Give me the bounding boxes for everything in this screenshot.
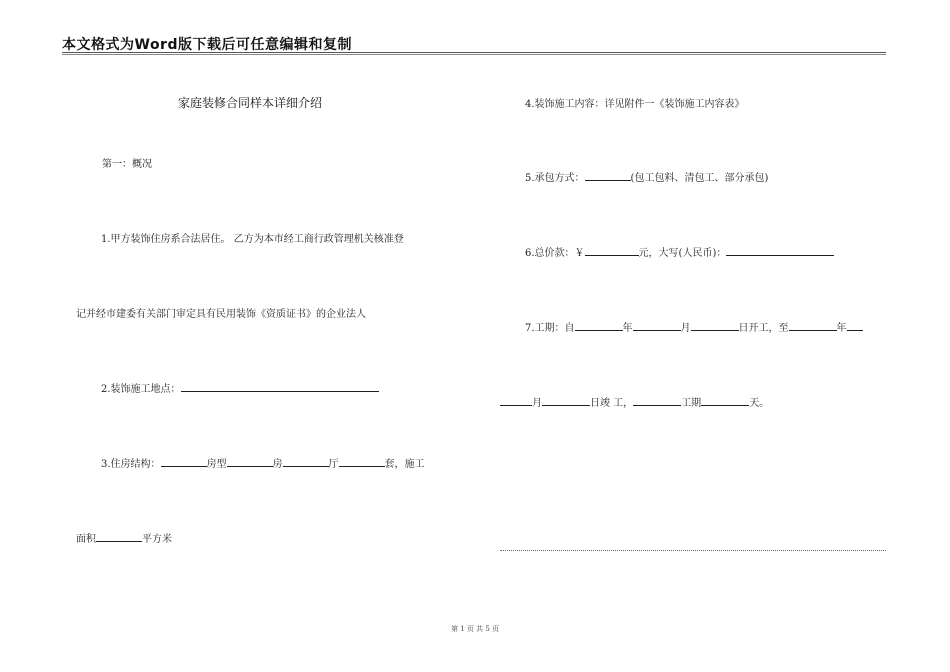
clause-7-label: 7.工期：自 (525, 323, 575, 334)
start-day-label: 日开工，至 (738, 323, 789, 334)
price-unit-label: 元，大写(人民币)： (638, 248, 727, 259)
clause-1-line-1: 1.甲方装饰住房系合法居住。 乙方为本市经工商行政管理机关核准登 (101, 234, 404, 245)
end-month-blank-start (847, 320, 863, 331)
area-blank (96, 531, 142, 542)
layout-blank (161, 456, 207, 467)
address-blank (181, 381, 379, 392)
start-month-label: 月 (680, 323, 691, 334)
clause-7-period-line-2 (500, 394, 769, 409)
area-label: 面积 (76, 534, 96, 545)
end-day-blank (542, 395, 590, 406)
contract-type-blank (585, 170, 631, 181)
clause-5-contract-type (525, 169, 768, 184)
clause-1-line-2: 记并经市建委有关部门审定具有民用装饰《资质证书》的企业法人 (76, 309, 366, 320)
area-unit: 平方米 (142, 534, 172, 545)
hall-blank (283, 456, 329, 467)
suite-label: 套，施工 (384, 459, 425, 470)
end-month-label: 月 (532, 398, 542, 409)
clause-6-label: 6.总价款：￥ (525, 248, 585, 259)
section-overview-heading: 第一：概况 (102, 159, 152, 170)
clause-6-price (525, 244, 834, 259)
clause-2-address (101, 380, 379, 395)
clause-3-area (76, 530, 172, 545)
hall-label: 厅 (328, 459, 339, 470)
start-year-blank (575, 320, 623, 331)
clause-2-label: 2.装饰施工地点： (101, 384, 181, 395)
column-end-dotted-rule (500, 550, 886, 551)
clause-4-content: 4.装饰施工内容：详见附件一《装饰施工内容表》 (525, 99, 745, 110)
end-year-label: 年 (836, 323, 847, 334)
price-blank (585, 245, 639, 256)
clause-3-label: 3.住房结构： (101, 459, 161, 470)
days-label: 天。 (749, 398, 770, 409)
download-banner: 本文格式为Word版下载后可任意编辑和复制 (62, 37, 352, 53)
clause-7-period (525, 319, 863, 334)
clause-3-structure (101, 455, 425, 470)
banner-rule (62, 52, 886, 53)
contract-type-options: (包工包料、清包工、部分承包) (630, 173, 769, 184)
start-month-blank (633, 320, 681, 331)
page-number: 第 1 页 共 5 页 (450, 625, 500, 633)
clause-5-label: 5.承包方式： (525, 173, 585, 184)
room-blank (227, 456, 273, 467)
suite-blank (339, 456, 385, 467)
completion-label: 日竣 工， (590, 398, 634, 409)
layout-label: 房型 (206, 459, 227, 470)
duration-label: 工期 (681, 398, 702, 409)
price-words-blank (726, 245, 834, 256)
duration-prefix-blank (633, 395, 681, 406)
document-title: 家庭装修合同样本详细介绍 (178, 96, 323, 110)
duration-days-blank (701, 395, 749, 406)
end-year-blank (789, 320, 837, 331)
room-label: 房 (272, 459, 283, 470)
start-day-blank (691, 320, 739, 331)
start-year-label: 年 (622, 323, 633, 334)
banner-rule-secondary (62, 54, 886, 55)
end-month-blank (500, 395, 532, 406)
